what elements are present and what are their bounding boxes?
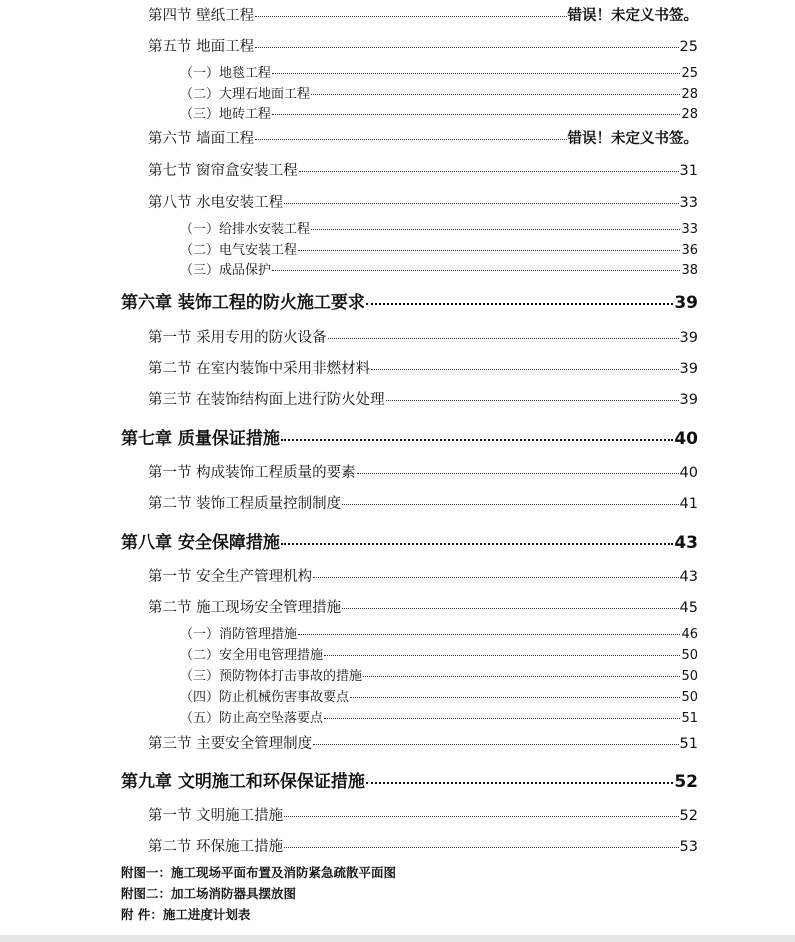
- leader-dots: [357, 473, 679, 474]
- toc-entry-subsection: [180, 665, 698, 684]
- toc-page-number: 39: [679, 361, 698, 377]
- leader-dots: [255, 139, 566, 140]
- leader-dots: [298, 250, 680, 251]
- leader-dots: [324, 655, 680, 656]
- leader-dots: [311, 94, 680, 95]
- leader-dots: [366, 782, 673, 784]
- toc-label: 第六节 墙面工程: [148, 131, 255, 147]
- toc-page-number: 41: [679, 496, 698, 512]
- toc-page-number: 50: [681, 648, 698, 663]
- toc-page-number: 36: [681, 243, 698, 258]
- toc-entry-subsection: [180, 62, 698, 81]
- toc-label: 第三节 主要安全管理制度: [148, 736, 313, 752]
- toc-page-number: 33: [679, 195, 698, 211]
- toc-entry-section: [148, 357, 698, 378]
- toc-page-number: 40: [674, 429, 698, 449]
- toc-label: （一）给排水安装工程: [180, 222, 311, 237]
- leader-dots: [281, 439, 673, 441]
- toc-label: 第九章 文明施工和环保保证措施: [121, 772, 365, 792]
- leader-dots: [313, 577, 678, 578]
- leader-dots: [342, 608, 678, 609]
- appendix-line: 附图二：加工场消防器具摆放图: [121, 886, 297, 901]
- toc-page-number: 39: [679, 330, 698, 346]
- toc-page-number: 25: [681, 66, 698, 81]
- toc-page-number: 51: [681, 711, 698, 726]
- toc-label: （三）地砖工程: [180, 107, 272, 122]
- toc-entry-section: [148, 461, 698, 482]
- toc-entry-section: [148, 732, 698, 753]
- toc-label: 第一节 采用专用的防火设备: [148, 330, 327, 346]
- toc-entry-section: [148, 565, 698, 586]
- toc-label: （三）成品保护: [180, 263, 272, 278]
- toc-label: 第一节 安全生产管理机构: [148, 569, 313, 585]
- toc-entry-subsection: [180, 686, 698, 705]
- toc-page-number: 40: [679, 465, 698, 481]
- toc-label: （二）大理石地面工程: [180, 87, 311, 102]
- appendix-line: 附 件：施工进度计划表: [121, 907, 251, 922]
- toc-label: 第七章 质量保证措施: [121, 429, 280, 449]
- toc-entry-section: [148, 35, 698, 56]
- leader-dots: [299, 171, 679, 172]
- toc-page-number: 39: [679, 392, 698, 408]
- leader-dots: [272, 73, 680, 74]
- leader-dots: [363, 676, 680, 677]
- toc-entry-section: [148, 835, 698, 856]
- leader-dots: [284, 816, 678, 817]
- toc-label: 第八节 水电安装工程: [148, 195, 284, 211]
- leader-dots: [255, 16, 566, 17]
- toc-entry-section: [148, 127, 698, 148]
- toc-page-number: 39: [674, 293, 698, 313]
- toc-entry-subsection: [180, 103, 698, 122]
- toc-page-number: 52: [674, 772, 698, 792]
- toc-label: （二）电气安装工程: [180, 243, 298, 258]
- toc-label: 第三节 在装饰结构面上进行防火处理: [148, 392, 385, 408]
- toc-label: 第七节 窗帘盒安装工程: [148, 163, 298, 179]
- toc-page-number: 28: [681, 87, 698, 102]
- leader-dots: [313, 744, 678, 745]
- toc-label: （一）消防管理措施: [180, 627, 298, 642]
- toc-page-number: 43: [674, 533, 698, 553]
- leader-dots: [328, 338, 679, 339]
- leader-dots: [386, 400, 679, 401]
- toc-entry-section: [148, 191, 698, 212]
- leader-dots: [284, 847, 678, 848]
- leader-dots: [255, 47, 678, 48]
- toc-label: 第四节 壁纸工程: [148, 8, 255, 24]
- toc-label: （三）预防物体打击事故的措施: [180, 669, 363, 684]
- toc-page-number: 28: [681, 107, 698, 122]
- toc-label: 第八章 安全保障措施: [121, 533, 280, 553]
- toc-page-number: 38: [681, 263, 698, 278]
- leader-dots: [342, 504, 678, 505]
- toc-entry-chapter: [121, 288, 698, 313]
- toc-page-number: 31: [679, 163, 698, 179]
- appendix-line: 附图一：施工现场平面布置及消防紧急疏散平面图: [121, 865, 397, 880]
- leader-dots: [366, 303, 673, 305]
- toc-page-number: 51: [679, 736, 698, 752]
- toc-label: 第六章 装饰工程的防火施工要求: [121, 293, 365, 313]
- toc-page-number: 50: [681, 690, 698, 705]
- toc-label: 第一节 文明施工措施: [148, 808, 284, 824]
- toc-entry-section: [148, 4, 698, 25]
- toc-page-number: 52: [679, 808, 698, 824]
- toc-entry-section: [148, 492, 698, 513]
- toc-entry-section: [148, 388, 698, 409]
- toc-entry-chapter: [121, 528, 698, 553]
- leader-dots: [272, 114, 680, 115]
- leader-dots: [350, 697, 680, 698]
- page-bottom-edge: [0, 935, 795, 942]
- toc-page-number: 53: [679, 839, 698, 855]
- toc-label: 第二节 在室内装饰中采用非燃材料: [148, 361, 371, 377]
- toc-page-number: 25: [679, 39, 698, 55]
- toc-page-number: 43: [679, 569, 698, 585]
- toc-label: 第二节 装饰工程质量控制制度: [148, 496, 342, 512]
- toc-page-error: 错误！未定义书签。: [567, 8, 698, 24]
- toc-label: 第二节 施工现场安全管理措施: [148, 600, 342, 616]
- toc-entry-subsection: [180, 218, 698, 237]
- toc-page-number: 46: [681, 627, 698, 642]
- toc-entry-subsection: [180, 644, 698, 663]
- toc-entry-section: [148, 159, 698, 180]
- toc-entry-subsection: [180, 239, 698, 258]
- leader-dots: [371, 369, 678, 370]
- toc-page-number: 45: [679, 600, 698, 616]
- toc-label: 第五节 地面工程: [148, 39, 255, 55]
- toc-entry-section: [148, 326, 698, 347]
- toc-entry-subsection: [180, 707, 698, 726]
- toc-entry-subsection: [180, 259, 698, 278]
- leader-dots: [298, 634, 680, 635]
- toc-label: （一）地毯工程: [180, 66, 272, 81]
- toc-label: （二）安全用电管理措施: [180, 648, 324, 663]
- toc-page-number: 50: [681, 669, 698, 684]
- toc-label: （四）防止机械伤害事故要点: [180, 690, 350, 705]
- toc-entry-section: [148, 804, 698, 825]
- toc-page-number: 33: [681, 222, 698, 237]
- leader-dots: [311, 229, 680, 230]
- toc-entry-subsection: [180, 623, 698, 642]
- leader-dots: [284, 203, 678, 204]
- toc-entry-chapter: [121, 424, 698, 449]
- leader-dots: [324, 718, 680, 719]
- toc-entry-chapter: [121, 767, 698, 792]
- toc-label: 第一节 构成装饰工程质量的要素: [148, 465, 356, 481]
- toc-page-error: 错误！未定义书签。: [567, 131, 698, 147]
- toc-entry-subsection: [180, 83, 698, 102]
- toc-label: （五）防止高空坠落要点: [180, 711, 324, 726]
- toc-label: 第二节 环保施工措施: [148, 839, 284, 855]
- leader-dots: [272, 270, 680, 271]
- leader-dots: [281, 543, 673, 545]
- toc-entry-section: [148, 596, 698, 617]
